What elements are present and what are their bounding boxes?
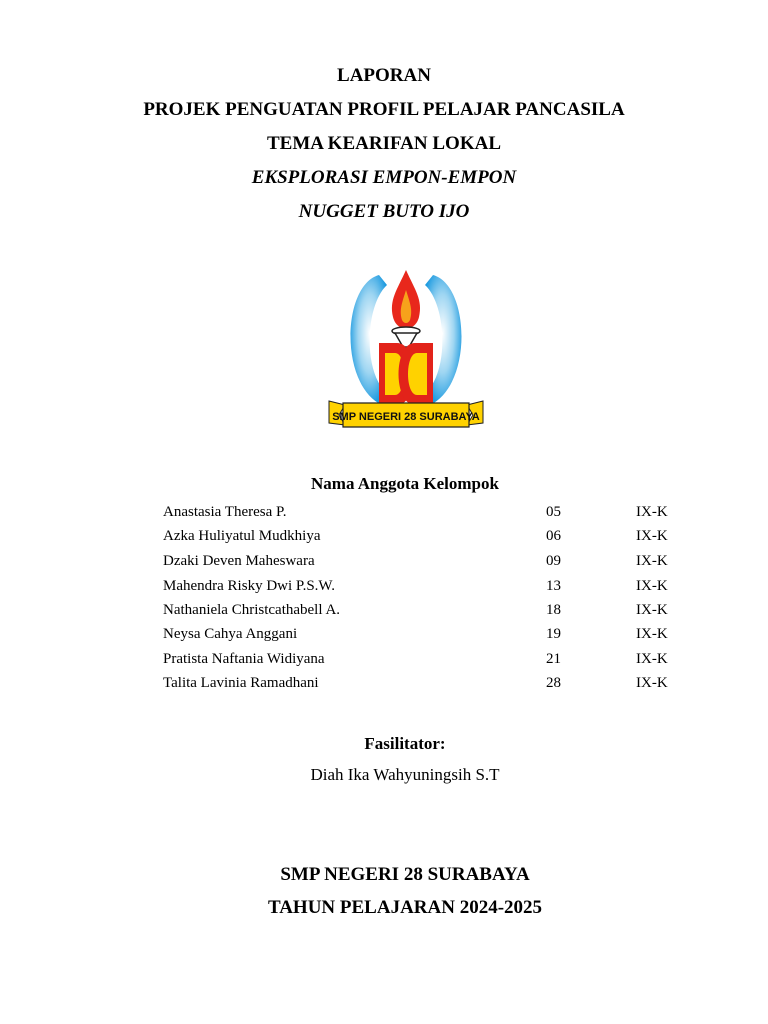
academic-year: TAHUN PELAJARAN 2024-2025 [267,897,543,918]
members-heading: Nama Anggota Kelompok [311,474,499,493]
member-class: IX-K [636,553,668,569]
member-class: IX-K [636,651,668,667]
member-name: Talita Lavinia Ramadhani [163,675,319,691]
member-name: Nathaniela Christcathabell A. [163,602,341,618]
emblem-banner-text: SMP NEGERI 28 SURABAYA [332,411,480,423]
report-title: LAPORAN [337,65,431,86]
member-row [0,648,768,670]
member-class: IX-K [636,602,668,618]
member-class: IX-K [636,504,668,520]
member-name: Azka Huliyatul Mudkhiya [163,528,321,544]
member-row [0,525,768,547]
member-number: 28 [546,675,561,691]
member-name: Dzaki Deven Maheswara [163,553,315,569]
member-number: 19 [546,626,561,642]
member-row [0,575,768,597]
member-row [0,599,768,621]
member-name: Pratista Naftania Widiyana [163,651,325,667]
member-row [0,672,768,694]
member-number: 09 [546,553,561,569]
member-row [0,623,768,645]
member-name: Neysa Cahya Anggani [163,626,298,642]
member-number: 05 [546,504,561,520]
member-number: 21 [546,651,561,667]
exploration-title: EKSPLORASI EMPON-EMPON [251,167,517,188]
member-number: 18 [546,602,561,618]
product-title: NUGGET BUTO IJO [298,201,470,222]
member-class: IX-K [636,578,668,594]
facilitator-name: Diah Ika Wahyuningsih S.T [310,765,500,784]
member-class: IX-K [636,626,668,642]
member-name: Anastasia Theresa P. [163,504,287,520]
member-number: 13 [546,578,561,594]
school-name: SMP NEGERI 28 SURABAYA [280,864,530,885]
school-emblem-icon [327,265,485,435]
member-class: IX-K [636,528,668,544]
theme-title: TEMA KEARIFAN LOKAL [266,133,501,154]
member-class: IX-K [636,675,668,691]
member-name: Mahendra Risky Dwi P.S.W. [163,578,335,594]
project-title: PROJEK PENGUATAN PROFIL PELAJAR PANCASILA [143,99,625,120]
member-row [0,550,768,572]
member-row [0,501,768,523]
member-number: 06 [546,528,561,544]
facilitator-label: Fasilitator: [364,734,446,753]
